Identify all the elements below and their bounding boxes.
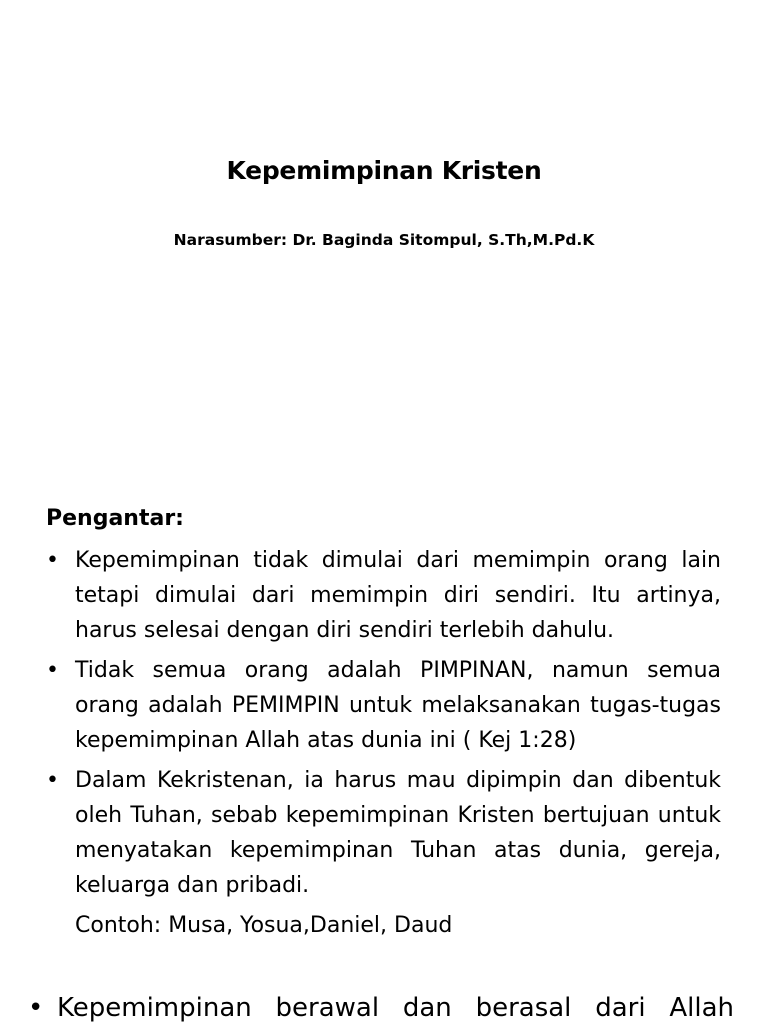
list-item (46, 763, 721, 903)
speaker-line: Narasumber: Dr. Baginda Sitompul, S.Th,M.Pd.K (173, 231, 595, 249)
bullet-icon: • (46, 658, 59, 683)
intro-heading: Pengantar: (46, 506, 184, 531)
bullet-text: Dalam Kekristenan, ia harus mau dipimpin dan dibentuk oleh Tuhan, sebab kepemimpinan Kristen bertujuan untuk menyatakan kepemimpinan Tuhan atas dunia, gereja, keluarga dan pribadi. (75, 768, 721, 898)
bullet-text: Kepemimpinan berawal dan berasal dari Allah (57, 993, 734, 1023)
intro-bullet-list (46, 543, 721, 943)
bullet-text: Tidak semua orang adalah PIMPINAN, namun semua orang adalah PEMIMPIN untuk melaksanakan tugas-tugas kepemimpinan Allah atas dunia ini ( Kej 1:28) (75, 658, 721, 753)
bullet-text: Kepemimpinan tidak dimulai dari memimpin orang lain tetapi dimulai dari memimpin diri sendiri. Itu artinya, harus selesai dengan diri sendiri terlebih dahulu. (75, 548, 721, 643)
list-item (46, 543, 721, 648)
bullet-icon: • (46, 768, 59, 793)
bullet-icon: • (46, 548, 59, 573)
bullet-icon: • (28, 993, 44, 1023)
page-title: Kepemimpinan Kristen (226, 156, 542, 185)
list-item (46, 653, 721, 758)
example-line: Contoh: Musa, Yosua,Daniel, Daud (75, 913, 453, 938)
next-page-bullet (28, 990, 734, 1026)
